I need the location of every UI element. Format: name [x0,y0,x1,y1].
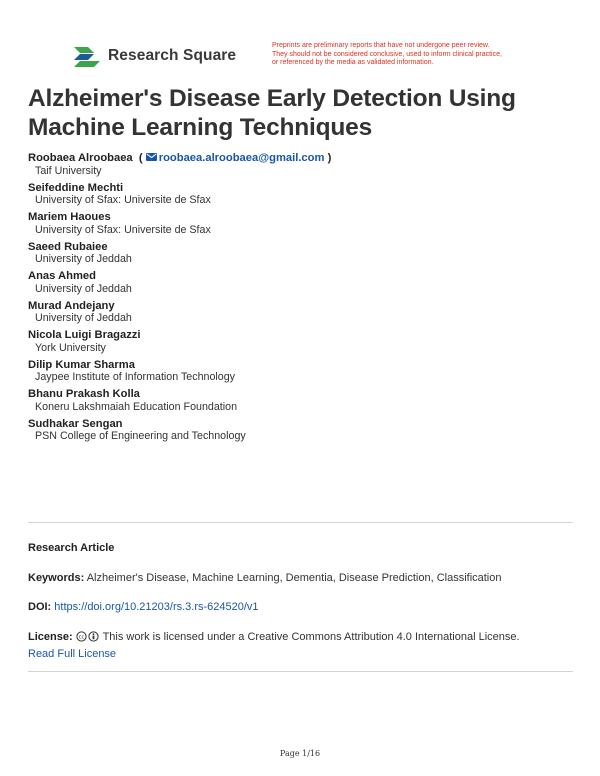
author-entry [28,241,578,266]
author-name: Nicola Luigi Bragazzi [28,329,141,341]
paper-title: Alzheimer's Disease Early Detection Using Machine Learning Techniques [28,85,516,141]
author-entry [28,418,578,443]
preprint-disclaimer-line: Preprints are preliminary reports that have not undergone peer review. [272,42,490,49]
research-square-logo[interactable] [72,44,236,68]
doi-link[interactable]: https://doi.org/10.21203/rs.3.rs-624520/v1 [54,601,259,613]
author-name: Dilip Kumar Sharma [28,358,135,371]
author-affiliation: Jaypee Institute of Information Technology [35,371,236,383]
license-text: This work is licensed under a Creative Commons Attribution 4.0 International License. [102,631,520,643]
preprint-disclaimer-line: or referenced by the media as validated information. [272,59,434,66]
read-full-license-link[interactable]: Read Full License [28,648,117,660]
divider [28,522,573,523]
author-entry [28,152,578,177]
preprint-disclaimer-line: They should not be considered conclusive, used to inform clinical practice, [272,50,502,58]
author-name: Murad Andejany [28,299,115,312]
author-entry [28,300,578,325]
corresponding-email: roobaea.alroobaea@gmail.com [158,152,325,164]
license-label: License: [28,631,73,643]
author-entry [28,359,578,384]
keywords-value: Alzheimer's Disease, Machine Learning, Dementia, Disease Prediction, Classification [86,572,502,584]
envelope-icon [146,153,157,161]
author-name: Roobaea Alroobaea [28,152,133,164]
author-affiliation: University of Jeddah [35,312,132,324]
email-close-paren: ) [327,152,332,164]
preprint-disclaimer [272,42,572,68]
author-list [28,152,578,447]
author-affiliation: University of Jeddah [35,253,132,265]
author-entry [28,211,578,236]
doi-row [28,600,578,615]
corresponding-email-link[interactable] [146,152,325,164]
author-entry [28,182,578,207]
author-name: Seifeddine Mechti [28,181,124,194]
author-affiliation: Taif University [35,164,102,177]
license-row [28,630,578,662]
logo-text: Research Square [108,47,237,64]
author-entry [28,388,578,413]
author-name-line [28,152,578,165]
author-affiliation: Koneru Lakshmaiah Education Foundation [35,400,238,413]
page-number: Page 1/16 [279,749,321,758]
author-affiliation: University of Jeddah [35,282,132,295]
article-type: Research Article [28,542,115,554]
author-name: Saeed Rubaiee [28,240,108,253]
email-open-paren: ( [138,152,143,164]
svg-text:cc: cc [78,634,84,641]
author-affiliation: University of Sfax: Universite de Sfax [35,223,211,236]
author-affiliation: York University [35,341,106,354]
keywords-label: Keywords: [28,572,85,584]
cc-by-icons [76,631,100,647]
research-square-logo-icon [72,44,102,68]
divider [28,671,573,672]
author-name: Anas Ahmed [28,270,96,282]
doi-label: DOI: [28,601,52,613]
author-name: Mariem Haoues [28,211,111,223]
creative-commons-icon [76,631,100,642]
header [72,42,572,76]
author-affiliation: University of Sfax: Universite de Sfax [35,194,211,206]
keywords-row [28,571,578,586]
author-name: Sudhakar Sengan [28,417,123,430]
author-affiliation: PSN College of Engineering and Technology [35,430,246,442]
author-name: Bhanu Prakash Kolla [28,388,140,400]
author-entry [28,270,578,295]
author-entry [28,329,578,354]
